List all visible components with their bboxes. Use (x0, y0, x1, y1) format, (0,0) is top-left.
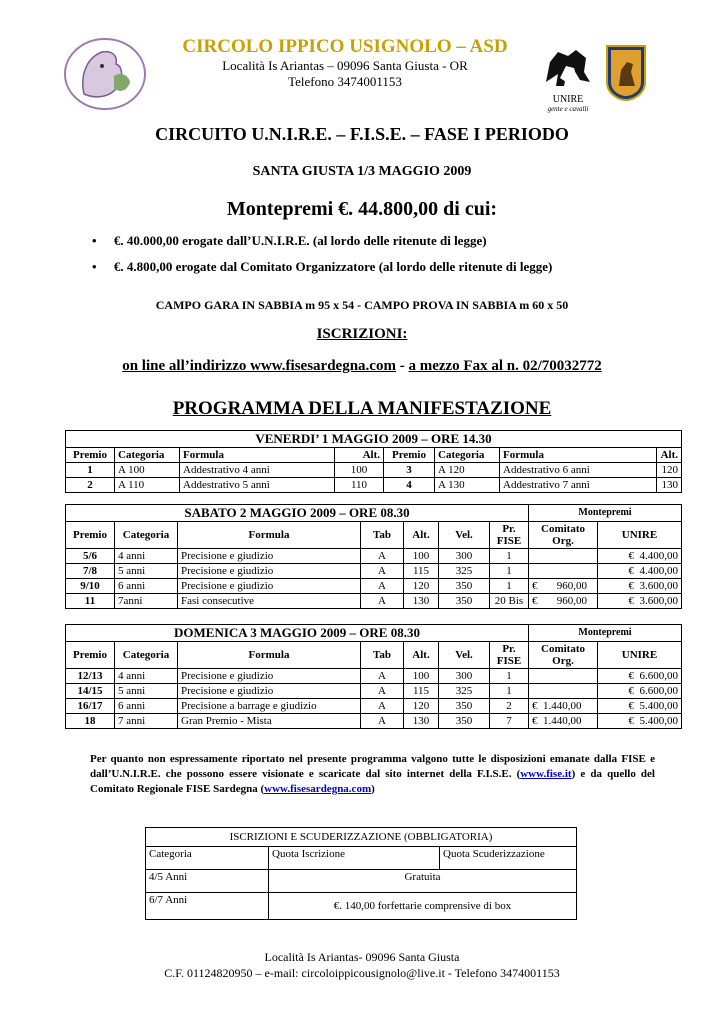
table-header-row (66, 522, 682, 549)
cell: 6 anni (115, 579, 178, 594)
note-text: Per quanto non espressamente riportato nel presente programma valgono tutte le disposizioni emanate dalla FISE e dall’U.N.I.R.E. che possono essere visionate e scaricate dal sito internet della F.I.S.E. ( (90, 753, 655, 780)
cell: A (361, 684, 404, 699)
cell: 350 (439, 699, 490, 714)
col-header: Comitato Org. (529, 642, 598, 669)
col-header: Alt. (335, 448, 384, 463)
iscrizioni-fax: a mezzo Fax al n. 02/70032772 (408, 358, 602, 374)
prize-bullet (92, 259, 552, 275)
day3-table (65, 624, 682, 729)
cell: A (361, 579, 404, 594)
cell: Fasi consecutive (178, 594, 361, 609)
cell: 3 (384, 463, 435, 478)
col-header: Categoria (115, 522, 178, 549)
cell: 18 (66, 714, 115, 729)
montepremi-label: Montepremi (529, 505, 682, 522)
col-header: Categoria (115, 642, 178, 669)
fise-link[interactable]: www.fise.it (520, 768, 572, 780)
cell: 9/10 (66, 579, 115, 594)
cell (529, 669, 598, 684)
cell: 300 (439, 549, 490, 564)
cell: 1 (490, 564, 529, 579)
cell: 2 (66, 478, 115, 493)
org-address: Località Is Ariantas – 09096 Santa Giusta - OR (222, 58, 468, 73)
col-header: Premio (66, 448, 115, 463)
table-row (66, 478, 682, 493)
col-header: Vel. (439, 522, 490, 549)
col-header: Vel. (439, 642, 490, 669)
footer-address: Località Is Ariantas- 09096 Santa Giusta (264, 950, 460, 964)
col-header: Categoria (435, 448, 500, 463)
table-row (66, 564, 682, 579)
cell: Gran Premio - Mista (178, 714, 361, 729)
col-header: Quota Iscrizione (269, 847, 440, 870)
day3-title: DOMENICA 3 MAGGIO 2009 – ORE 08.30 (66, 625, 529, 642)
day1-table (65, 430, 682, 493)
table-row (66, 549, 682, 564)
cell: Gratuita (269, 870, 577, 893)
cell: 350 (439, 714, 490, 729)
cell: Addestrativo 7 anni (500, 478, 657, 493)
prize-total: Montepremi €. 44.800,00 di cui: (226, 198, 498, 220)
cell: € 5.400,00 (598, 699, 682, 714)
cell: € 4.400,00 (598, 564, 682, 579)
cell: 7 (490, 714, 529, 729)
table-row (66, 684, 682, 699)
logo-fise-badge (603, 42, 649, 102)
col-header: Tab (361, 642, 404, 669)
col-header: Alt. (404, 642, 439, 669)
cell: 5/6 (66, 549, 115, 564)
cell: 130 (404, 714, 439, 729)
cell: 2 (490, 699, 529, 714)
cell: Precisione e giudizio (178, 684, 361, 699)
table-row (66, 579, 682, 594)
cell: 120 (657, 463, 682, 478)
cell: 115 (404, 564, 439, 579)
cell: 100 (404, 549, 439, 564)
col-header: Alt. (657, 448, 682, 463)
cell: 1 (490, 684, 529, 699)
col-header: Formula (180, 448, 335, 463)
day2-table (65, 504, 682, 609)
cell: 325 (439, 564, 490, 579)
cell: Addestrativo 6 anni (500, 463, 657, 478)
table-row (146, 870, 577, 893)
cell: 130 (657, 478, 682, 493)
cell: € 960,00 (529, 594, 598, 609)
cell: € 960,00 (529, 579, 598, 594)
cell (529, 549, 598, 564)
cell: 1 (66, 463, 115, 478)
cell: 350 (439, 579, 490, 594)
cell: 4/5 Anni (146, 870, 269, 893)
col-header: Formula (500, 448, 657, 463)
cell: 4 anni (115, 669, 178, 684)
fisesardegna-link[interactable]: www.fisesardegna.com (264, 783, 372, 795)
org-phone: Telefono 3474001153 (288, 74, 402, 89)
cell: € 6.600,00 (598, 684, 682, 699)
col-header: Formula (178, 522, 361, 549)
cell: Precisione e giudizio (178, 579, 361, 594)
cell: Addestrativo 4 anni (180, 463, 335, 478)
cell: € 5.400,00 (598, 714, 682, 729)
cell: 12/13 (66, 669, 115, 684)
col-header: Categoria (115, 448, 180, 463)
cell: € 3.600,00 (598, 594, 682, 609)
cell: A 120 (435, 463, 500, 478)
col-header: Pr. FISE (490, 642, 529, 669)
cell: 110 (335, 478, 384, 493)
table-header-row (146, 847, 577, 870)
cell: Precisione e giudizio (178, 669, 361, 684)
day2-title: SABATO 2 MAGGIO 2009 – ORE 08.30 (66, 505, 529, 522)
cell: 1 (490, 579, 529, 594)
table-row (66, 463, 682, 478)
note-text: ) e da quello del Comitato Regionale FISE Sardegna ( (90, 768, 655, 795)
cell: € 6.600,00 (598, 669, 682, 684)
regulation-note (90, 752, 655, 797)
table-header-row (66, 642, 682, 669)
cell: 4 anni (115, 549, 178, 564)
cell: 130 (404, 594, 439, 609)
cell (529, 564, 598, 579)
circuit-title: CIRCUITO U.N.I.R.E. – F.I.S.E. – FASE I PERIODO (155, 124, 569, 144)
col-header: Premio (66, 642, 115, 669)
cell: 7 anni (115, 714, 178, 729)
cell: € 4.400,00 (598, 549, 682, 564)
col-header: Formula (178, 642, 361, 669)
cell: 7anni (115, 594, 178, 609)
cell: A 100 (115, 463, 180, 478)
cell: 350 (439, 594, 490, 609)
cell: 4 (384, 478, 435, 493)
cell: 1 (490, 549, 529, 564)
iscrizioni-sep: - (395, 358, 409, 374)
cell: 100 (404, 669, 439, 684)
cell: 100 (335, 463, 384, 478)
cell: 20 Bis (490, 594, 529, 609)
cell: Precisione e giudizio (178, 549, 361, 564)
cell: A (361, 714, 404, 729)
bullet-icon: • (92, 233, 97, 248)
fees-table (145, 827, 577, 920)
logo-unire (540, 42, 596, 113)
cell: 14/15 (66, 684, 115, 699)
cell: 300 (439, 669, 490, 684)
col-header: Alt. (404, 522, 439, 549)
cell: 16/17 (66, 699, 115, 714)
prize-bullet-text: €. 40.000,00 erogate dall’U.N.I.R.E. (al lordo delle ritenute di legge) (113, 233, 487, 248)
iscrizioni-heading: ISCRIZIONI: (316, 326, 408, 342)
prize-bullet-text: €. 4.800,00 erogate dal Comitato Organizzatore (al lordo delle ritenute di legge) (113, 259, 553, 274)
program-title: PROGRAMMA DELLA MANIFESTAZIONE (172, 398, 552, 419)
cell: A (361, 594, 404, 609)
cell: 1 (490, 669, 529, 684)
cell: € 1.440,00 (529, 714, 598, 729)
logo-unire-text: UNIRE (552, 94, 584, 105)
cell: A 110 (115, 478, 180, 493)
org-name: CIRCOLO IPPICO USIGNOLO – ASD (182, 36, 508, 57)
cell: 5 anni (115, 684, 178, 699)
col-header: UNIRE (598, 642, 682, 669)
table-header-row (66, 448, 682, 463)
cell: A (361, 699, 404, 714)
cell: Precisione a barrage e giudizio (178, 699, 361, 714)
col-header: Pr. FISE (490, 522, 529, 549)
logo-unire-sub: gente e cavalli (547, 105, 589, 113)
prize-bullet (92, 233, 487, 249)
col-header: Premio (384, 448, 435, 463)
col-header: UNIRE (598, 522, 682, 549)
cell: € 1.440,00 (529, 699, 598, 714)
montepremi-label: Montepremi (529, 625, 682, 642)
cell: 6 anni (115, 699, 178, 714)
cell: 325 (439, 684, 490, 699)
cell: 5 anni (115, 564, 178, 579)
cell: 11 (66, 594, 115, 609)
cell: Precisione e giudizio (178, 564, 361, 579)
fees-title: ISCRIZIONI E SCUDERIZZAZIONE (OBBLIGATORIA) (146, 828, 577, 847)
col-header: Quota Scuderizzazione (440, 847, 577, 870)
cell: A (361, 669, 404, 684)
cell: A (361, 564, 404, 579)
bullet-icon: • (92, 259, 97, 274)
table-row (66, 714, 682, 729)
cell: 120 (404, 699, 439, 714)
cell: €. 140,00 forfettarie comprensive di box (269, 893, 577, 920)
iscrizioni-online[interactable]: on line all’indirizzo www.fisesardegna.com (122, 358, 396, 374)
cell: 6/7 Anni (146, 893, 269, 920)
col-header: Tab (361, 522, 404, 549)
logo-left (62, 36, 148, 112)
table-row (66, 669, 682, 684)
note-text: ) (371, 783, 375, 795)
col-header: Comitato Org. (529, 522, 598, 549)
iscrizioni-line (0, 358, 724, 375)
cell: A 130 (435, 478, 500, 493)
col-header: Premio (66, 522, 115, 549)
event-date: SANTA GIUSTA 1/3 MAGGIO 2009 (252, 164, 472, 179)
cell: 7/8 (66, 564, 115, 579)
cell: A (361, 549, 404, 564)
cell: € 3.600,00 (598, 579, 682, 594)
cell: 120 (404, 579, 439, 594)
fields-info: CAMPO GARA IN SABBIA m 95 x 54 - CAMPO PROVA IN SABBIA m 60 x 50 (155, 298, 569, 312)
day1-title: VENERDI’ 1 MAGGIO 2009 – ORE 14.30 (66, 431, 682, 448)
cell: Addestrativo 5 anni (180, 478, 335, 493)
col-header: Categoria (146, 847, 269, 870)
footer-contact: C.F. 01124820950 – e-mail: circoloippicousignolo@live.it - Telefono 3474001153 (164, 966, 560, 980)
cell: 115 (404, 684, 439, 699)
table-row (146, 893, 577, 920)
cell (529, 684, 598, 699)
table-row (66, 594, 682, 609)
table-row (66, 699, 682, 714)
